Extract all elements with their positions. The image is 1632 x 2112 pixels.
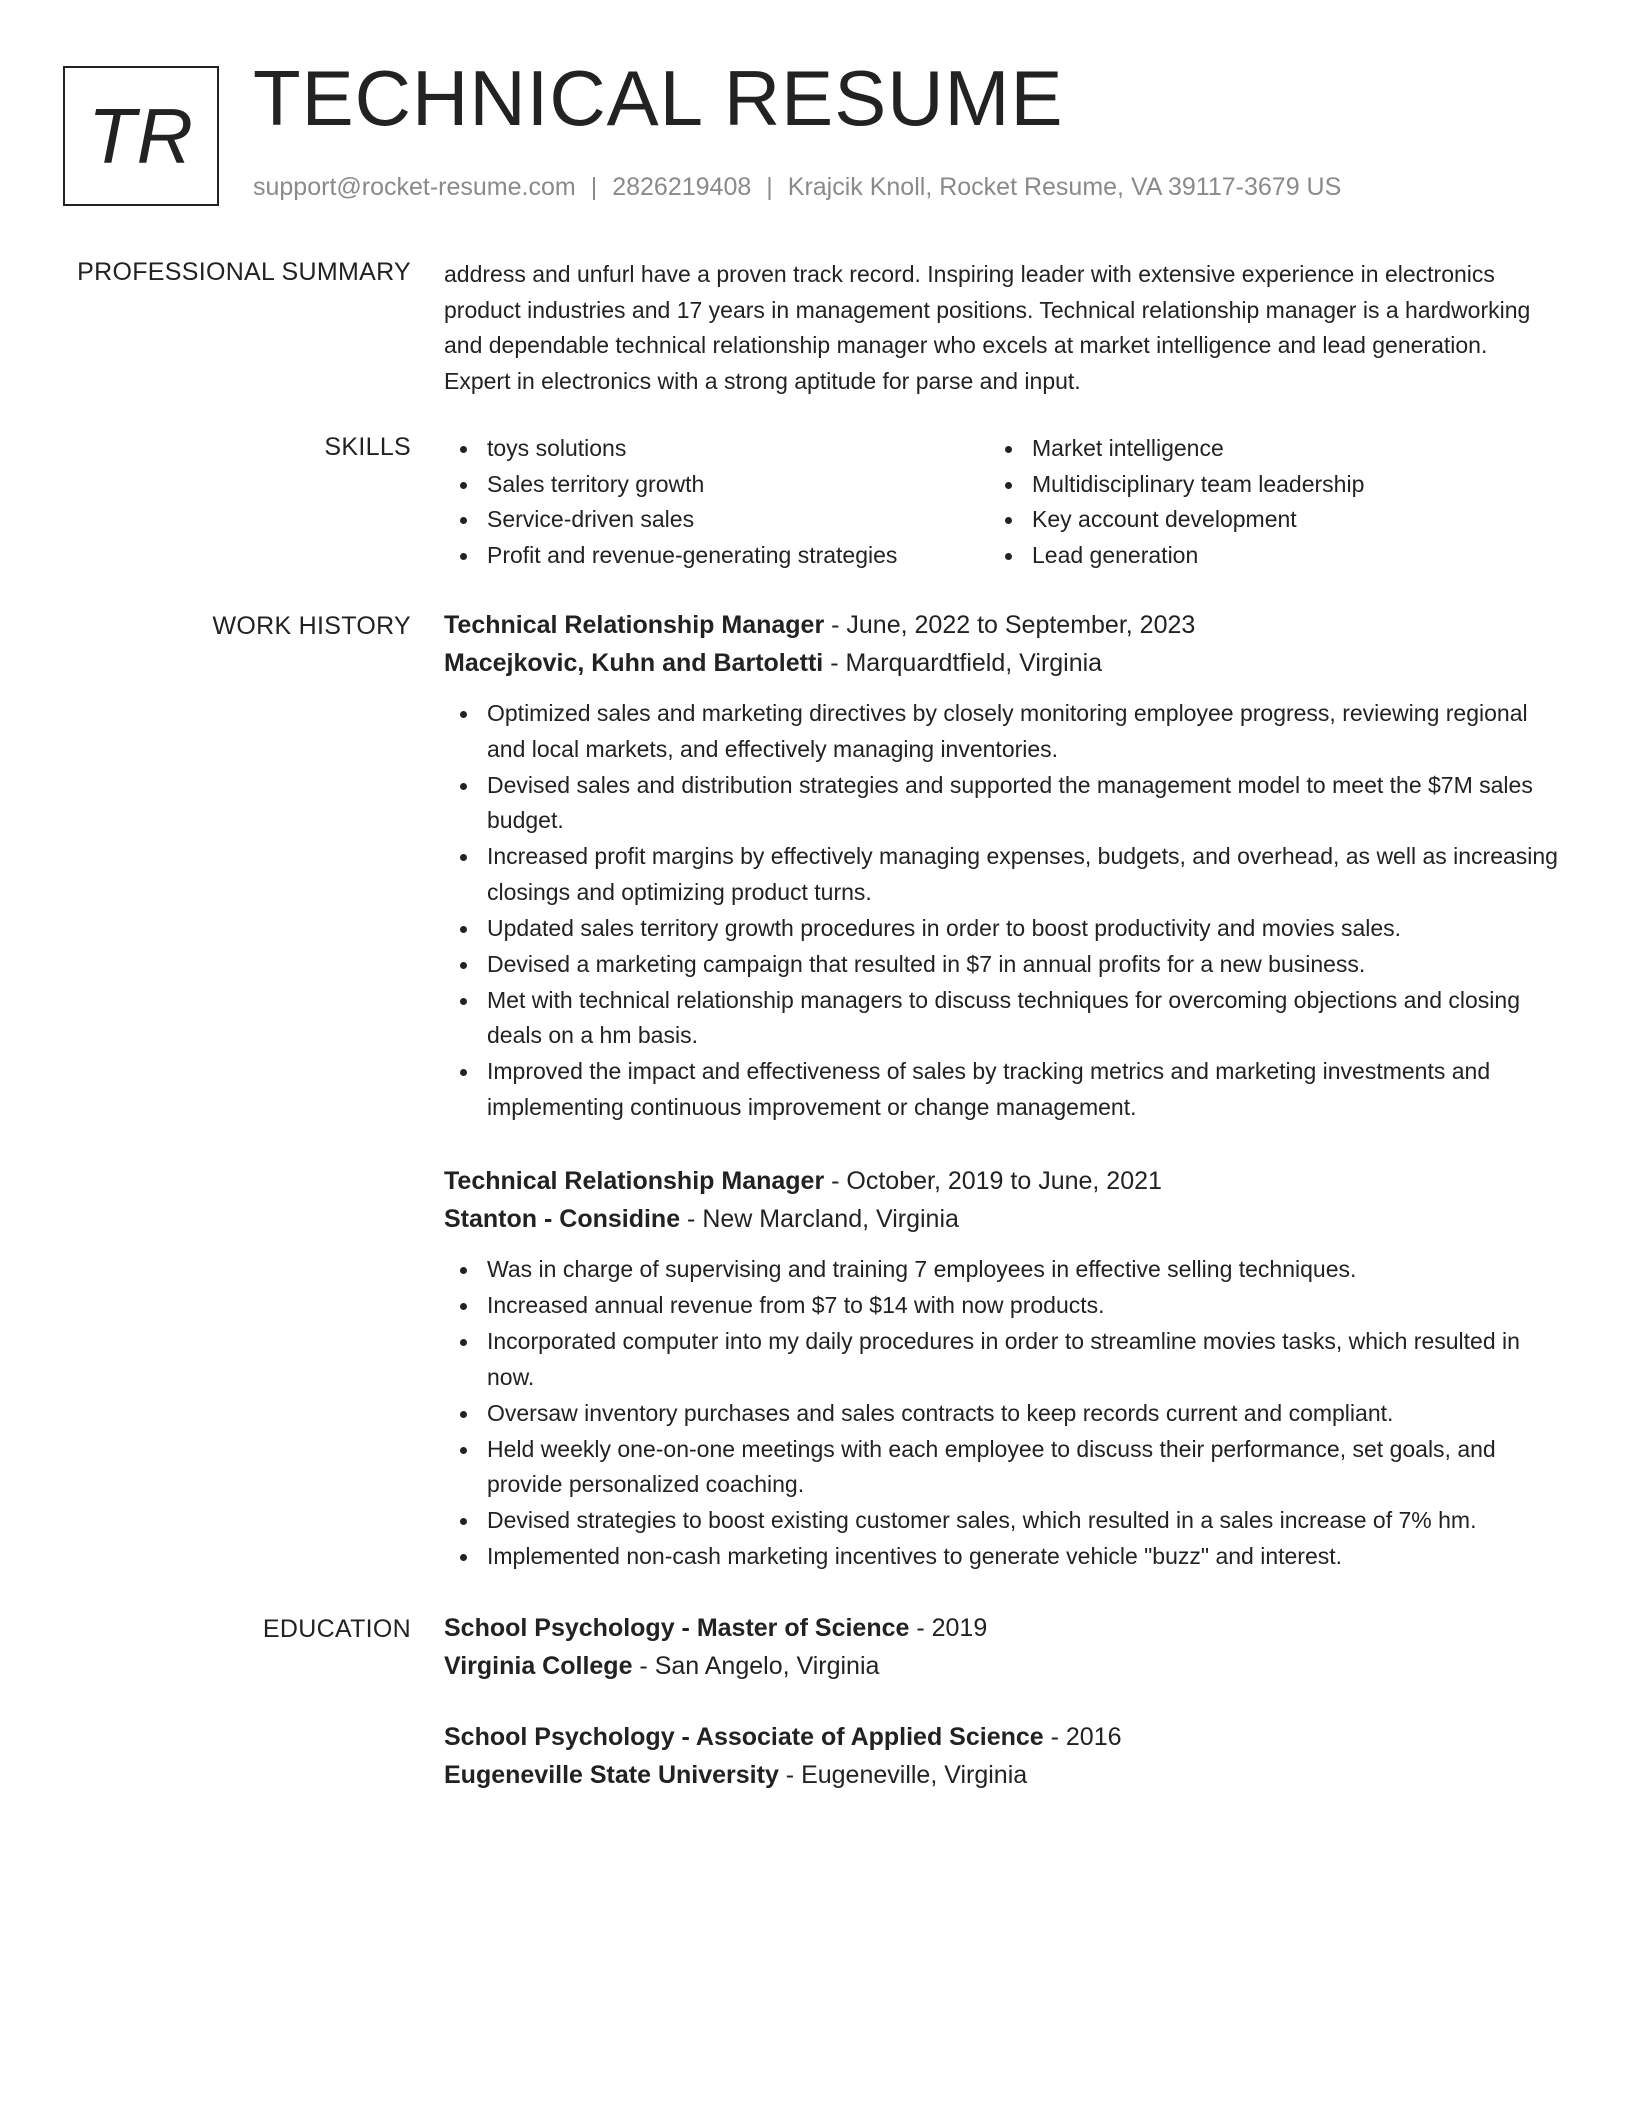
job-bullet-text: Implemented non-cash marketing incentives to generate vehicle "buzz" and interest. (487, 1543, 1343, 1569)
skill-item (989, 467, 1364, 503)
skills-section (444, 431, 1559, 573)
contact-phone: 2826219408 (612, 173, 752, 201)
skill-item (989, 431, 1364, 467)
bullet-icon (460, 711, 467, 718)
job-bullet-text: Held weekly one-on-one meetings with each employee to discuss their performance, set goals, and provide personalized coaching. (487, 1435, 1496, 1497)
bullet-icon (460, 1518, 467, 1525)
bullet-icon (460, 1303, 467, 1310)
job-bullets (444, 1252, 1559, 1575)
job-bullet-text: Increased profit margins by effectively managing expenses, budgets, and overhead, as well as increasing closings and optimizing product turns. (487, 843, 1558, 905)
school-location: - San Angelo, Virginia (632, 1652, 880, 1680)
job-title-line (444, 606, 1559, 644)
bullet-icon (460, 926, 467, 933)
job-title-line (444, 1162, 1559, 1200)
bullet-icon (460, 1069, 467, 1076)
skill-item (989, 502, 1364, 538)
job-location: - New Marcland, Virginia (680, 1205, 959, 1233)
skill-item (444, 431, 989, 467)
job-bullet-text: Met with technical relationship managers to discuss techniques for overcoming objections and closing deals on a hm basis. (487, 986, 1520, 1048)
bullet-icon (460, 1339, 467, 1346)
skill-text: Key account development (1032, 506, 1297, 532)
job-company-line (444, 1200, 1559, 1238)
skill-item (444, 502, 989, 538)
bullet-icon (460, 1447, 467, 1454)
education-entry (444, 1609, 1559, 1685)
skill-item (444, 467, 989, 503)
bullet-icon (460, 482, 467, 489)
job-bullet (444, 696, 1559, 767)
skill-text: Service-driven sales (487, 506, 695, 532)
contact-line (253, 173, 1341, 202)
degree-year: - 2019 (909, 1614, 988, 1642)
job-bullet-text: Incorporated computer into my daily procedures in order to streamline movies tasks, which resulted in now. (487, 1328, 1520, 1390)
section-label-education: EDUCATION (262, 1615, 411, 1643)
education-entry (444, 1718, 1559, 1794)
job-bullet (444, 1396, 1559, 1432)
bullet-icon (460, 446, 467, 453)
job-bullet (444, 1503, 1559, 1539)
job-bullet (444, 1539, 1559, 1575)
school-name: Eugeneville State University (444, 1761, 779, 1789)
bullet-icon (460, 854, 467, 861)
job-bullet-text: Optimized sales and marketing directives by closely monitoring employee progress, reviewing regional and local markets, and effectively managing inventories. (487, 700, 1528, 762)
skill-text: Multidisciplinary team leadership (1032, 470, 1365, 497)
section-label-summary: PROFESSIONAL SUMMARY (77, 258, 411, 286)
job-company-line (444, 644, 1559, 682)
degree-name: School Psychology - Master of Science (444, 1614, 910, 1642)
bullet-icon (460, 1554, 467, 1561)
job-bullet-text: Was in charge of supervising and training 7 employees in effective selling techniques. (487, 1256, 1357, 1282)
school-line (444, 1647, 1559, 1685)
bullet-icon (460, 553, 467, 560)
contact-email: support@rocket-resume.com (253, 173, 576, 201)
bullet-icon (460, 1411, 467, 1418)
job-dates: - June, 2022 to September, 2023 (824, 611, 1196, 639)
job-bullet (444, 1054, 1559, 1125)
skill-item (444, 538, 989, 574)
bullet-icon (1005, 482, 1012, 489)
contact-separator: | (766, 173, 773, 201)
skill-text: Profit and revenue-generating strategies (487, 541, 898, 568)
contact-address: Krajcik Knoll, Rocket Resume, VA 39117-3679 US (787, 173, 1342, 201)
job-bullet-text: Devised sales and distribution strategies and supported the management model to meet the $7M sales budget. (487, 771, 1533, 833)
summary-text: address and unfurl have a proven track record. Inspiring leader with extensive experience in electronics product industries and 17 years in management positions. Technical relationship manager is a hardworking and dependable technical relationship manager who excels at market intelligence and lead generation. Expert in electronics with a strong aptitude for parse and input. (444, 261, 1531, 394)
section-label-skills: SKILLS (324, 433, 411, 461)
job-bullet (444, 983, 1559, 1054)
job-bullet-text: Updated sales territory growth procedures in order to boost productivity and movies sales. (487, 914, 1402, 941)
job-bullet (444, 911, 1559, 947)
degree-line (444, 1718, 1559, 1756)
degree-name: School Psychology - Associate of Applied Science (444, 1723, 1044, 1751)
skills-list-left (444, 431, 989, 573)
skill-text: Market intelligence (1032, 435, 1224, 461)
skill-text: Sales territory growth (487, 470, 705, 497)
job-entry (444, 1162, 1559, 1575)
school-line (444, 1756, 1559, 1794)
job-bullets (444, 696, 1559, 1125)
job-company: Macejkovic, Kuhn and Bartoletti (444, 649, 824, 677)
degree-year: - 2016 (1043, 1723, 1122, 1751)
job-bullet-text: Oversaw inventory purchases and sales contracts to keep records current and compliant. (487, 1399, 1394, 1426)
skill-text: toys solutions (487, 435, 627, 461)
monogram-logo: TR (63, 66, 219, 206)
bullet-icon (460, 1267, 467, 1274)
job-company: Stanton - Considine (444, 1205, 681, 1233)
job-title: Technical Relationship Manager (444, 1167, 825, 1195)
section-label-work-history: WORK HISTORY (212, 612, 411, 640)
bullet-icon (1005, 553, 1012, 560)
bullet-icon (460, 783, 467, 790)
job-bullet (444, 947, 1559, 983)
bullet-icon (1005, 517, 1012, 524)
job-bullet-text: Devised a marketing campaign that resulted in $7 in annual profits for a new business. (487, 950, 1366, 977)
job-bullet (444, 1288, 1559, 1324)
job-bullet (444, 1432, 1559, 1503)
bullet-icon (1005, 446, 1012, 453)
job-bullet-text: Devised strategies to boost existing customer sales, which resulted in a sales increase of 7% hm. (487, 1507, 1477, 1533)
bullet-icon (460, 517, 467, 524)
job-title: Technical Relationship Manager (444, 611, 825, 639)
job-entry (444, 606, 1559, 1126)
job-bullet-text: Improved the impact and effectiveness of sales by tracking metrics and marketing investments and implementing continuous improvement or change management. (487, 1058, 1491, 1120)
bullet-icon (460, 998, 467, 1005)
summary-section (444, 257, 1559, 399)
job-dates: - October, 2019 to June, 2021 (824, 1167, 1162, 1195)
job-bullet (444, 768, 1559, 839)
school-location: - Eugeneville, Virginia (778, 1761, 1028, 1789)
job-bullet-text: Increased annual revenue from $7 to $14 with now products. (487, 1292, 1105, 1318)
skill-item (989, 538, 1364, 574)
degree-line (444, 1609, 1559, 1647)
job-location: - Marquardtfield, Virginia (823, 649, 1103, 677)
skills-list-right (989, 431, 1364, 573)
skills-columns (444, 431, 1559, 573)
job-bullet (444, 839, 1559, 910)
contact-separator: | (590, 173, 598, 201)
bullet-icon (460, 962, 467, 969)
job-bullet (444, 1252, 1559, 1288)
skill-text: Lead generation (1032, 541, 1199, 568)
job-bullet (444, 1324, 1559, 1395)
school-name: Virginia College (444, 1652, 633, 1680)
resume-title: TECHNICAL RESUME (253, 54, 1064, 142)
